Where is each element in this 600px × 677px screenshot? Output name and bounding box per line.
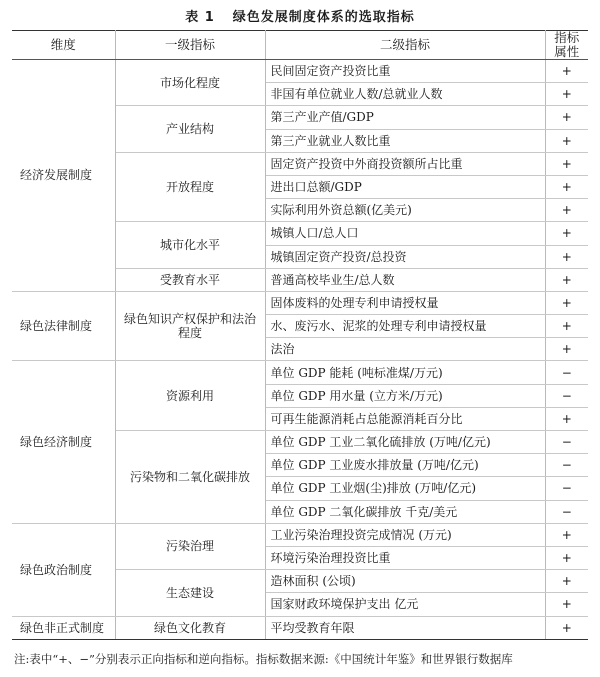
attr-cell: + bbox=[545, 60, 588, 83]
attr-cell: − bbox=[545, 477, 588, 500]
attr-cell: + bbox=[545, 523, 588, 546]
level1-cell: 生态建设 bbox=[115, 570, 265, 616]
level2-cell: 城镇人口/总人口 bbox=[265, 222, 545, 245]
level2-cell: 固定资产投资中外商投资额所占比重 bbox=[265, 152, 545, 175]
header-attr: 指标属性 bbox=[545, 31, 588, 60]
indicator-table bbox=[12, 30, 588, 640]
dimension-cell: 绿色经济制度 bbox=[12, 361, 115, 523]
level1-cell: 资源利用 bbox=[115, 361, 265, 431]
attr-cell: + bbox=[545, 245, 588, 268]
attr-cell: + bbox=[545, 268, 588, 291]
table-title: 绿色发展制度体系的选取指标 bbox=[232, 10, 415, 25]
level2-cell: 单位 GDP 工业烟(尘)排放 (万吨/亿元) bbox=[265, 477, 545, 500]
table-number: 表 1 bbox=[185, 10, 215, 25]
level1-cell: 绿色文化教育 bbox=[115, 616, 265, 639]
level2-cell: 民间固定资产投资比重 bbox=[265, 60, 545, 83]
level2-cell: 法治 bbox=[265, 338, 545, 361]
level2-cell: 固体废料的处理专利申请授权量 bbox=[265, 291, 545, 314]
attr-cell: − bbox=[545, 454, 588, 477]
level2-cell: 非国有单位就业人数/总就业人数 bbox=[265, 83, 545, 106]
header-level1: 一级指标 bbox=[115, 31, 265, 60]
attr-cell: − bbox=[545, 384, 588, 407]
dimension-cell: 绿色非正式制度 bbox=[12, 616, 115, 639]
level2-cell: 第三产业就业人数比重 bbox=[265, 129, 545, 152]
attr-cell: + bbox=[545, 291, 588, 314]
attr-cell: + bbox=[545, 222, 588, 245]
table-row bbox=[12, 523, 588, 546]
table-footnote: 注:表中“+、−”分别表示正向指标和逆向指标。指标数据来源:《中国统计年鉴》和世界银行数据库 bbox=[14, 652, 513, 666]
attr-cell: + bbox=[545, 315, 588, 338]
attr-cell: + bbox=[545, 407, 588, 430]
level2-cell: 单位 GDP 工业废水排放量 (万吨/亿元) bbox=[265, 454, 545, 477]
dimension-cell: 绿色法律制度 bbox=[12, 291, 115, 361]
level2-cell: 普通高校毕业生/总人数 bbox=[265, 268, 545, 291]
level1-cell: 绿色知识产权保护和法治程度 bbox=[115, 291, 265, 361]
attr-cell: + bbox=[545, 570, 588, 593]
attr-cell: + bbox=[545, 152, 588, 175]
attr-cell: + bbox=[545, 175, 588, 198]
attr-cell: + bbox=[545, 129, 588, 152]
level2-cell: 可再生能源消耗占总能源消耗百分比 bbox=[265, 407, 545, 430]
level1-cell: 开放程度 bbox=[115, 152, 265, 222]
level1-cell: 市场化程度 bbox=[115, 60, 265, 106]
level2-cell: 平均受教育年限 bbox=[265, 616, 545, 639]
level2-cell: 第三产业产值/GDP bbox=[265, 106, 545, 129]
level2-cell: 进出口总额/GDP bbox=[265, 175, 545, 198]
level2-cell: 城镇固定资产投资/总投资 bbox=[265, 245, 545, 268]
level1-cell: 污染治理 bbox=[115, 523, 265, 569]
level2-cell: 工业污染治理投资完成情况 (万元) bbox=[265, 523, 545, 546]
header-row bbox=[12, 31, 588, 60]
level1-cell: 城市化水平 bbox=[115, 222, 265, 268]
level2-cell: 国家财政环境保护支出 亿元 bbox=[265, 593, 545, 616]
attr-cell: − bbox=[545, 431, 588, 454]
table-caption bbox=[0, 6, 600, 25]
level2-cell: 单位 GDP 工业二氧化硫排放 (万吨/亿元) bbox=[265, 431, 545, 454]
level2-cell: 单位 GDP 二氧化碳排放 千克/美元 bbox=[265, 500, 545, 523]
table-row bbox=[12, 60, 588, 83]
attr-cell: + bbox=[545, 546, 588, 569]
attr-cell: + bbox=[545, 199, 588, 222]
level2-cell: 单位 GDP 能耗 (吨标准煤/万元) bbox=[265, 361, 545, 384]
header-dimension: 维度 bbox=[12, 31, 115, 60]
attr-cell: + bbox=[545, 83, 588, 106]
level2-cell: 实际利用外资总额(亿美元) bbox=[265, 199, 545, 222]
table-row bbox=[12, 361, 588, 384]
level1-cell: 产业结构 bbox=[115, 106, 265, 152]
level1-cell: 受教育水平 bbox=[115, 268, 265, 291]
attr-cell: + bbox=[545, 338, 588, 361]
attr-cell: + bbox=[545, 106, 588, 129]
attr-cell: − bbox=[545, 361, 588, 384]
table-row bbox=[12, 616, 588, 639]
level2-cell: 环境污染治理投资比重 bbox=[265, 546, 545, 569]
level1-cell: 污染物和二氧化碳排放 bbox=[115, 431, 265, 524]
dimension-cell: 绿色政治制度 bbox=[12, 523, 115, 616]
header-level2: 二级指标 bbox=[265, 31, 545, 60]
level2-cell: 造林面积 (公顷) bbox=[265, 570, 545, 593]
attr-cell: − bbox=[545, 500, 588, 523]
table-row bbox=[12, 291, 588, 314]
dimension-cell: 经济发展制度 bbox=[12, 60, 115, 292]
level2-cell: 水、废污水、泥浆的处理专利申请授权量 bbox=[265, 315, 545, 338]
level2-cell: 单位 GDP 用水量 (立方米/万元) bbox=[265, 384, 545, 407]
attr-cell: + bbox=[545, 616, 588, 639]
attr-cell: + bbox=[545, 593, 588, 616]
